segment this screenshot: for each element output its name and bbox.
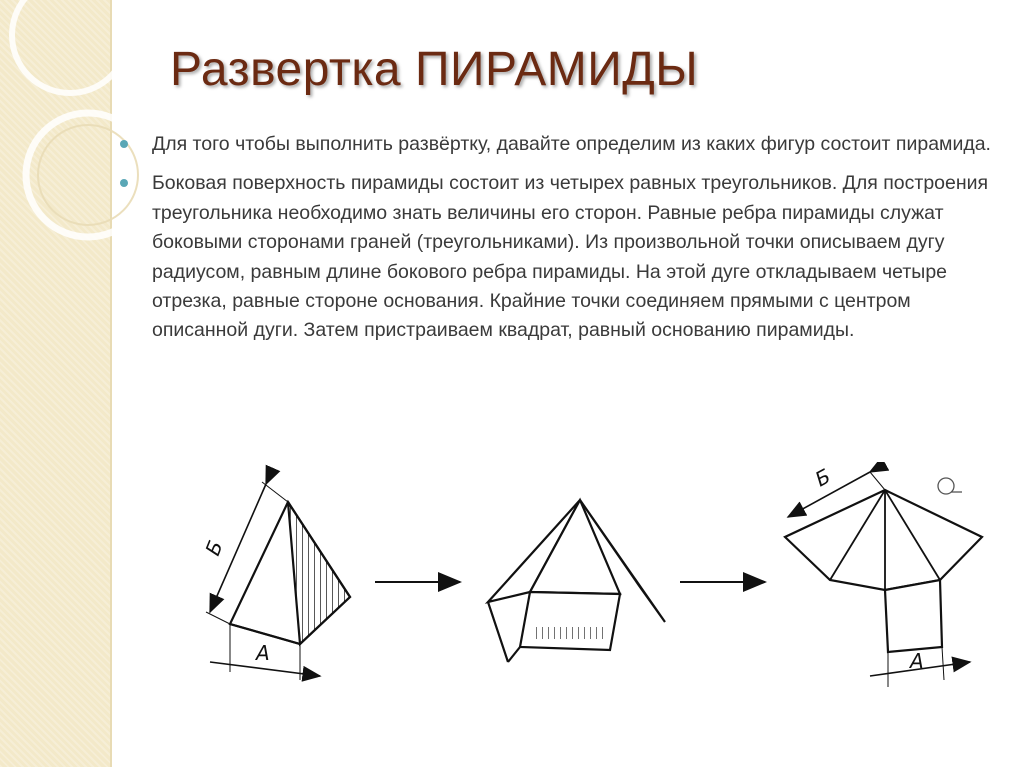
label-base-a: А (256, 641, 270, 665)
pyramid-net-illustration (170, 462, 998, 692)
pyramid-net-drawing (785, 464, 982, 687)
label-edge-b-net: Б (811, 463, 835, 492)
bullet-dot-icon (120, 179, 128, 187)
label-base-a-net: А (910, 649, 924, 673)
bullet-text: Боковая поверхность пирамиды состоит из четырех равных треугольников. Для построения треугольника необходимо знать величины его сторон. Равные ребра пирамиды служат боковыми сторонами граней (треугольниками). Из произвольной точки описываем дугу радиусом, равным длине бокового ребра пирамиды. На этой дуге откладываем четыре отрезка, равные стороне основания. Крайние точки соединяем прямыми с центром описанной дуги. Затем пристраиваем квадрат, равный основанию пирамиды. (152, 172, 989, 342)
pyramid-solid-drawing (200, 482, 350, 680)
bullet-item (120, 130, 1000, 159)
bullet-text: Для того чтобы выполнить развёртку, давайте определим из каких фигур состоит пирамида. (152, 133, 991, 155)
bullet-dot-icon (120, 140, 128, 148)
pyramid-unfolding-drawing (488, 500, 665, 662)
slide-title: Развертка ПИРАМИДЫ (170, 43, 699, 96)
bullet-list (120, 130, 1000, 356)
bullet-item (120, 169, 1000, 345)
label-edge-b: Б (200, 537, 228, 559)
pyramid-net-figure (170, 462, 998, 692)
